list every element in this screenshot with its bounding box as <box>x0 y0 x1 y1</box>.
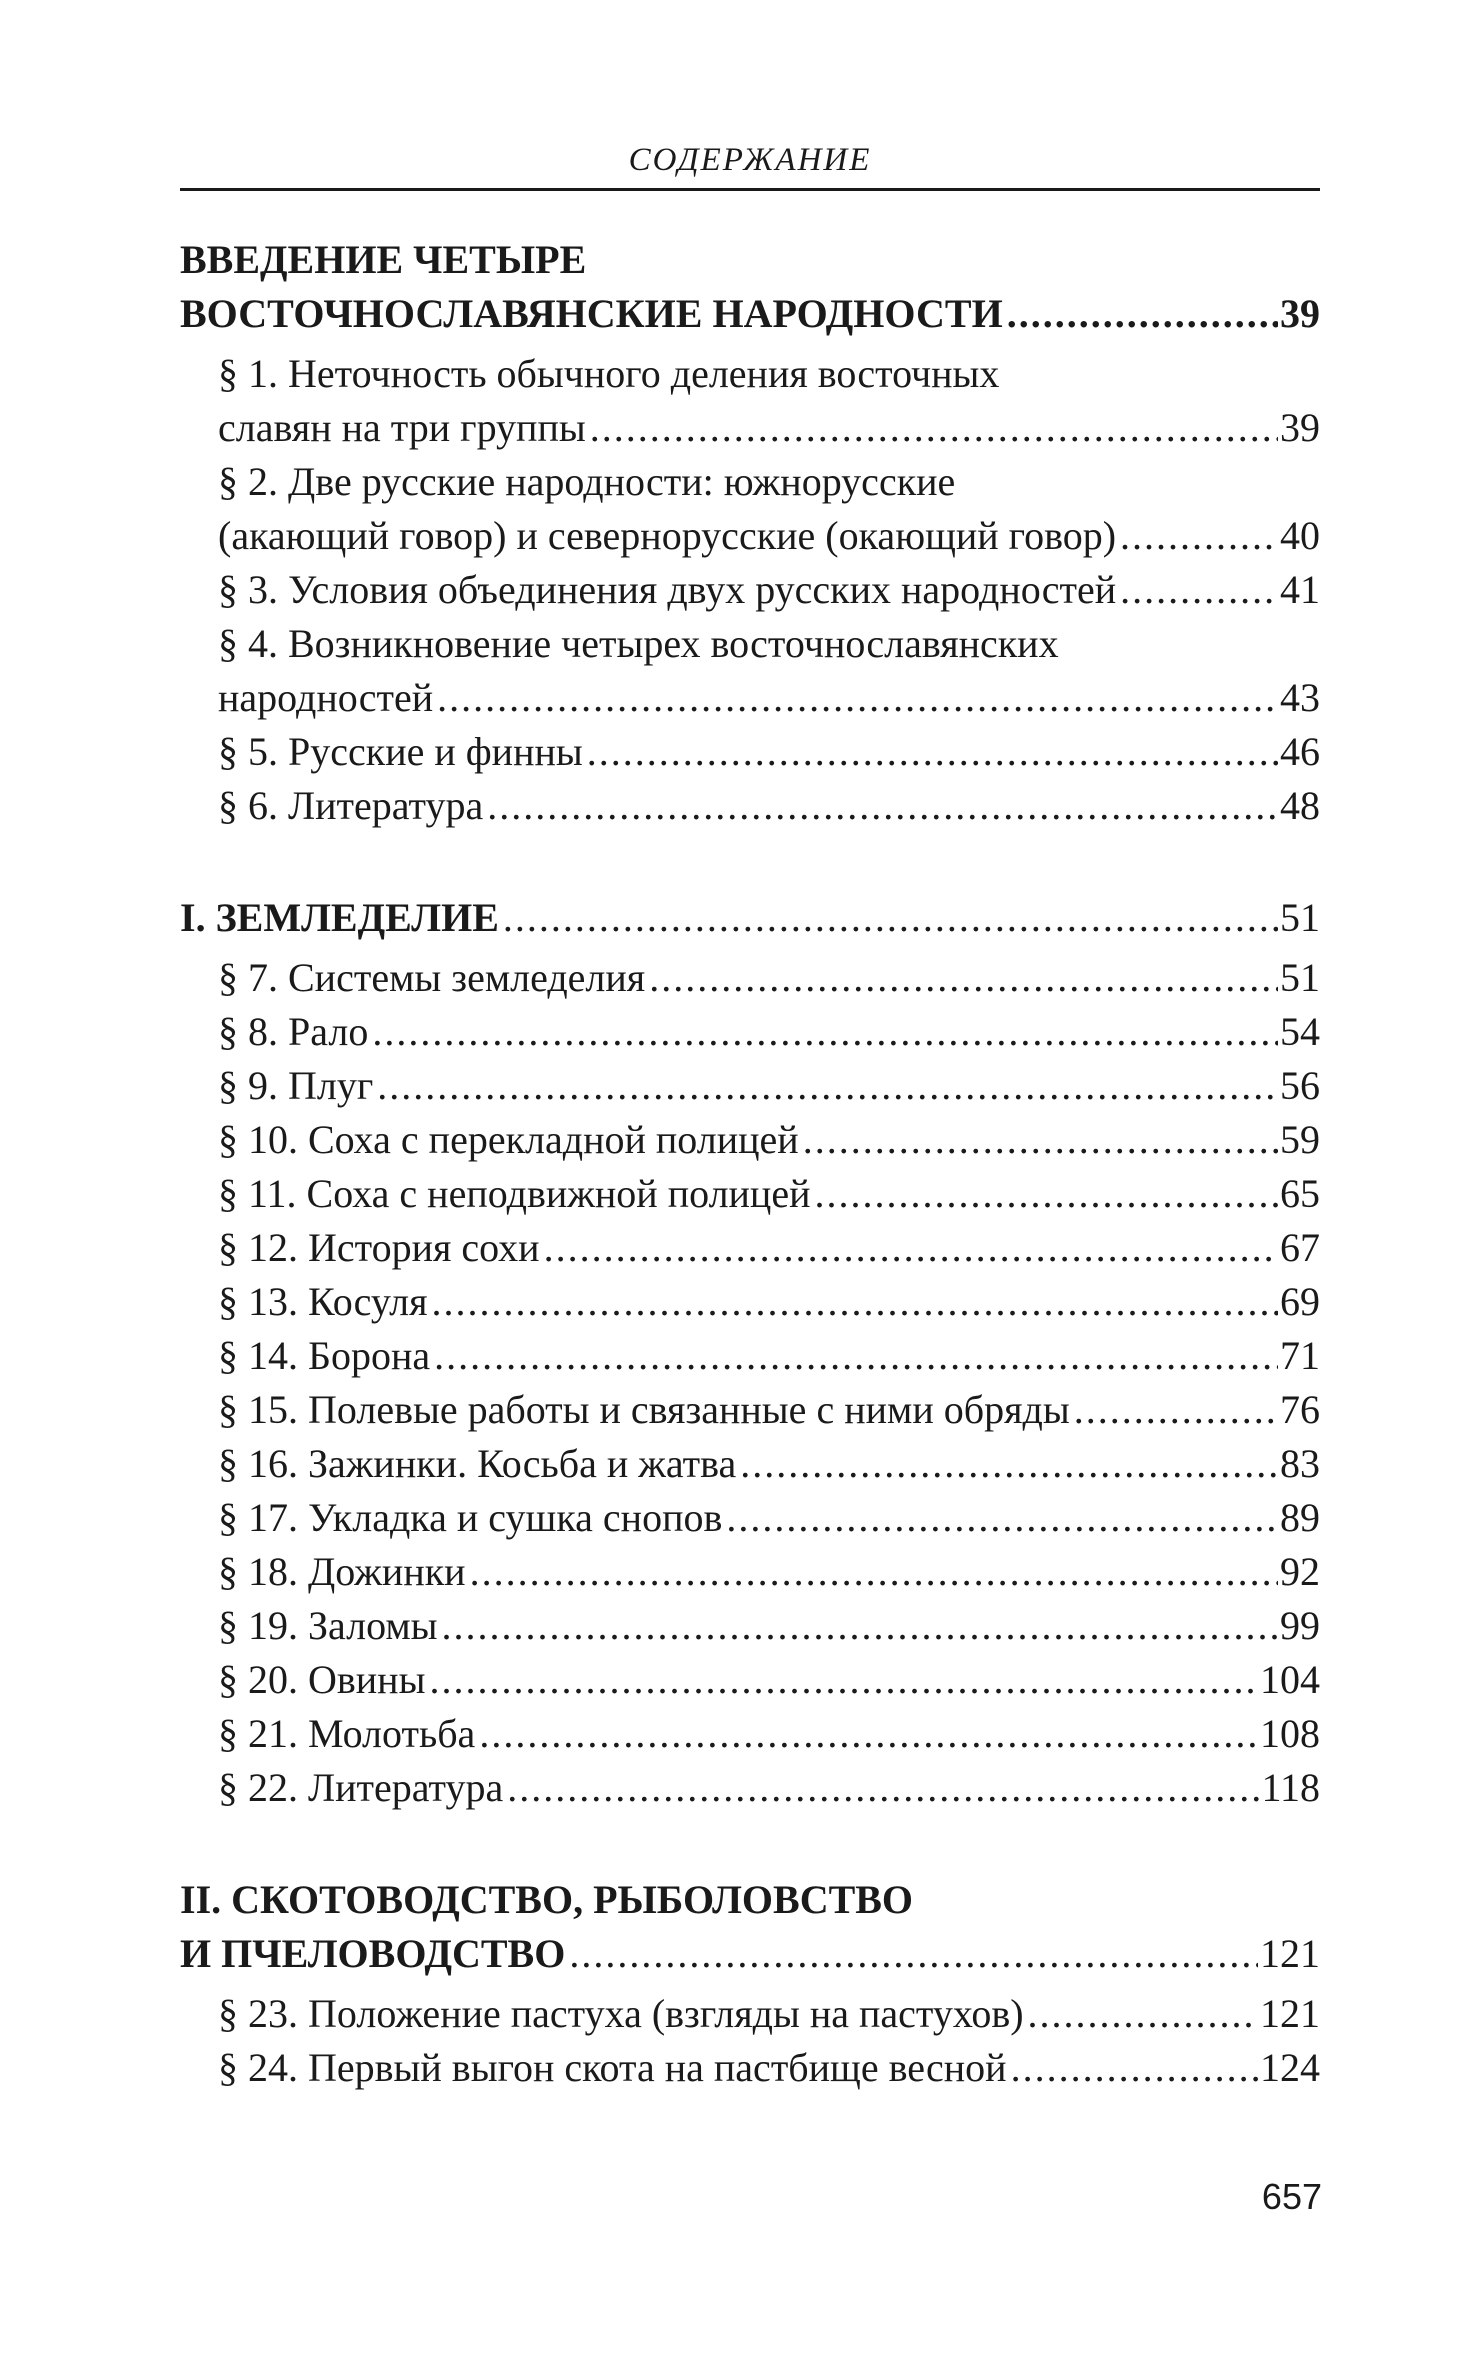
page-ref: 56 <box>1280 1063 1320 1108</box>
entry-text: § 6. Литература <box>218 783 484 828</box>
toc-entry <box>180 1167 1320 1221</box>
page-ref: 51 <box>1280 955 1320 1000</box>
entry-text: § 19. Заломы <box>218 1603 438 1648</box>
page-ref: 99 <box>1280 1603 1320 1648</box>
running-head: СОДЕРЖАНИЕ <box>180 140 1320 191</box>
entry-text: § 5. Русские и финны <box>218 729 583 774</box>
page-ref: 118 <box>1261 1765 1320 1810</box>
toc-entry <box>180 951 1320 1005</box>
leader-dots <box>587 725 1278 779</box>
entry-text: § 17. Укладка и сушка снопов <box>218 1495 723 1540</box>
entry-text: народностей <box>218 675 434 720</box>
toc-entry <box>180 1491 1320 1545</box>
leader-dots <box>815 1167 1279 1221</box>
entry-text: § 22. Литература <box>218 1765 504 1810</box>
leader-dots <box>442 1599 1278 1653</box>
page-ref: 65 <box>1280 1171 1320 1216</box>
section-title-line: ВОСТОЧНОСЛАВЯНСКИЕ НАРОДНОСТИ ..... 39 <box>180 287 1320 341</box>
leader-dots <box>544 1221 1278 1275</box>
toc-entry <box>180 1005 1320 1059</box>
page-ref: 46 <box>1280 729 1320 774</box>
entry-text: § 20. Овины <box>218 1657 426 1702</box>
toc-section-agriculture <box>180 891 1320 1815</box>
leader-dots <box>1011 2041 1258 2095</box>
toc-entry <box>180 1437 1320 1491</box>
entry-text: § 1. Неточность обычного деления восточных <box>218 351 1000 396</box>
entry-text: § 7. Системы земледелия <box>218 955 646 1000</box>
entry-text: § 2. Две русские народности: южнорусские <box>218 459 956 504</box>
entry-text: § 21. Молотьба <box>218 1711 476 1756</box>
section-title: I. ЗЕМЛЕДЕЛИЕ ..... 51 <box>180 891 1320 945</box>
toc-entry <box>180 779 1320 833</box>
section-title-line: И ПЧЕЛОВОДСТВО ..... 121 <box>180 1927 1320 1981</box>
toc-section-introduction <box>180 233 1320 833</box>
toc-entry <box>180 1987 1320 2041</box>
section-title <box>180 233 1320 341</box>
leader-dots <box>507 1761 1259 1815</box>
page-ref: 39 <box>1280 405 1320 450</box>
leader-dots <box>1074 1383 1278 1437</box>
toc-entry <box>180 725 1320 779</box>
toc-entry <box>180 1707 1320 1761</box>
entry-text: (акающий говор) и севернорусские (окающий говор) <box>218 513 1117 558</box>
section-title-line: II. СКОТОВОДСТВО, РЫБОЛОВСТВО <box>180 1877 914 1922</box>
toc-entry <box>180 1059 1320 1113</box>
page-ref: 69 <box>1280 1279 1320 1324</box>
entry-text: славян на три группы <box>218 405 586 450</box>
page-ref: 39 <box>1280 291 1320 336</box>
toc-entry <box>180 347 1320 455</box>
page-ref: 41 <box>1280 567 1320 612</box>
leader-dots <box>377 1059 1278 1113</box>
page-ref: 89 <box>1280 1495 1320 1540</box>
page-ref: 92 <box>1280 1549 1320 1594</box>
leader-dots <box>470 1545 1278 1599</box>
leader-dots <box>487 779 1278 833</box>
toc-entry <box>180 1383 1320 1437</box>
leader-dots <box>434 1329 1278 1383</box>
entry-text: § 16. Зажинки. Косьба и жатва <box>218 1441 737 1486</box>
leader-dots <box>1028 1987 1258 2041</box>
page-ref: 51 <box>1280 895 1320 940</box>
toc-entry <box>180 1221 1320 1275</box>
entry-text: § 15. Полевые работы и связанные с ними обряды <box>218 1387 1070 1432</box>
page-ref: 48 <box>1280 783 1320 828</box>
entry-text: § 24. Первый выгон скота на пастбище весной <box>218 2045 1007 2090</box>
toc-entry <box>180 1545 1320 1599</box>
entry-text: § 9. Плуг <box>218 1063 374 1108</box>
entry-text: § 11. Соха с неподвижной полицей <box>218 1171 811 1216</box>
page-ref: 43 <box>1280 675 1320 720</box>
toc-entry <box>180 563 1320 617</box>
leader-dots <box>503 891 1278 945</box>
leader-dots <box>740 1437 1278 1491</box>
entry-text: § 18. Дожинки <box>218 1549 466 1594</box>
leader-dots <box>569 1927 1258 1981</box>
toc-entry <box>180 1329 1320 1383</box>
toc-entry <box>180 1599 1320 1653</box>
leader-dots <box>1120 509 1278 563</box>
entry-text: § 23. Положение пастуха (взгляды на пастухов) <box>218 1991 1024 2036</box>
leader-dots <box>803 1113 1278 1167</box>
leader-dots <box>1120 563 1278 617</box>
page-ref: 124 <box>1260 2045 1320 2090</box>
toc-entry <box>180 455 1320 563</box>
toc-entry <box>180 1653 1320 1707</box>
leader-dots <box>1007 287 1278 341</box>
page-ref: 54 <box>1280 1009 1320 1054</box>
entry-text: § 4. Возникновение четырех восточнославянских <box>218 621 1059 666</box>
entry-text: § 13. Косуля <box>218 1279 428 1324</box>
toc-page <box>180 140 1320 2095</box>
entry-text: § 12. История сохи <box>218 1225 540 1270</box>
leader-dots <box>479 1707 1258 1761</box>
leader-dots <box>649 951 1278 1005</box>
page-ref: 121 <box>1260 1931 1320 1976</box>
leader-dots <box>432 1275 1278 1329</box>
toc-entry <box>180 1113 1320 1167</box>
leader-dots <box>590 401 1278 455</box>
leader-dots <box>726 1491 1278 1545</box>
entry-text: § 8. Рало <box>218 1009 369 1054</box>
page-ref: 83 <box>1280 1441 1320 1486</box>
page-ref: 67 <box>1280 1225 1320 1270</box>
page-ref: 40 <box>1280 513 1320 558</box>
toc-entry <box>180 1275 1320 1329</box>
page-number: 657 <box>1261 2176 1322 2217</box>
page-ref: 71 <box>1280 1333 1320 1378</box>
section-title-line: ВВЕДЕНИЕ ЧЕТЫРЕ <box>180 237 587 282</box>
toc-entry <box>180 2041 1320 2095</box>
toc-entry <box>180 1761 1320 1815</box>
entry-text: § 10. Соха с перекладной полицей <box>218 1117 799 1162</box>
toc-section-livestock <box>180 1873 1320 2095</box>
leader-dots <box>437 671 1278 725</box>
page-ref: 108 <box>1260 1711 1320 1756</box>
page-ref: 59 <box>1280 1117 1320 1162</box>
toc-entry <box>180 617 1320 725</box>
entry-text: § 14. Борона <box>218 1333 431 1378</box>
page-ref: 76 <box>1280 1387 1320 1432</box>
section-title <box>180 1873 1320 1981</box>
leader-dots <box>372 1005 1278 1059</box>
entry-text: § 3. Условия объединения двух русских народностей <box>218 567 1117 612</box>
leader-dots <box>429 1653 1258 1707</box>
page-ref: 121 <box>1260 1991 1320 2036</box>
page-ref: 104 <box>1260 1657 1320 1702</box>
